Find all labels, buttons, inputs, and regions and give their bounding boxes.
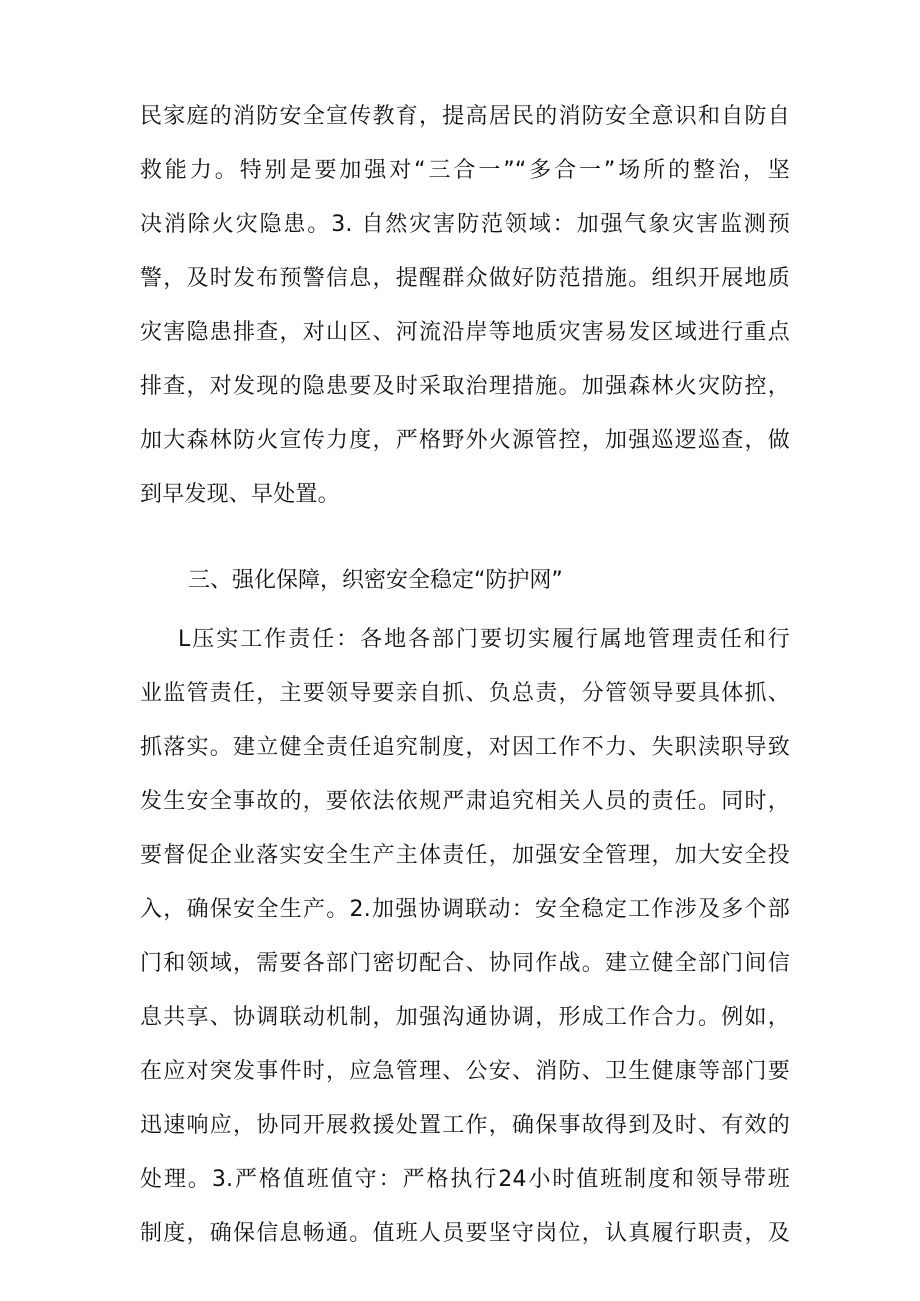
paragraph-line: 救能力。特别是要加强对“三合一”“多合一”场所的整治，坚 xyxy=(140,158,790,183)
paragraph-line: 入，确保安全生产。2.加强协调联动：安全稳定工作涉及多个部 xyxy=(140,897,790,922)
paragraph-line: 制度，确保信息畅通。值班人员要坚守岗位，认真履行职责，及 xyxy=(140,1221,790,1246)
paragraph-line: L压实工作责任：各地各部门要切实履行属地管理责任和行 xyxy=(178,627,790,652)
paragraph-line: 灾害隐患排查，对山区、河流沿岸等地质灾害易发区域进行重点 xyxy=(140,320,790,345)
paragraph-line: 息共享、协调联动机制，加强沟通协调，形成工作合力。例如， xyxy=(140,1005,790,1030)
paragraph-line: 排查，对发现的隐患要及时采取治理措施。加强森林火灾防控， xyxy=(140,374,790,399)
paragraph-line: 迅速响应，协同开展救援处置工作，确保事故得到及时、有效的 xyxy=(140,1113,790,1138)
paragraph-line: 业监管责任，主要领导要亲自抓、负总责，分管领导要具体抓、 xyxy=(140,681,790,706)
paragraph-line: 加大森林防火宣传力度，严格野外火源管控，加强巡逻巡查，做 xyxy=(140,428,790,453)
paragraph-line: 民家庭的消防安全宣传教育，提高居民的消防安全意识和自防自 xyxy=(140,104,790,129)
paragraph-line: 决消除火灾隐患。3. 自然灾害防范领域：加强气象灾害监测预 xyxy=(140,212,790,237)
paragraph-line: 处理。3.严格值班值守：严格执行24小时值班制度和领导带班 xyxy=(140,1167,790,1192)
section-heading: 三、强化保障，织密安全稳定“防护网” xyxy=(188,568,563,593)
paragraph-line: 警，及时发布预警信息，提醒群众做好防范措施。组织开展地质 xyxy=(140,266,790,291)
paragraph-line: 到早发现、早处置。 xyxy=(140,482,340,507)
paragraph-line: 抓落实。建立健全责任追究制度，对因工作不力、失职渎职导致 xyxy=(140,735,790,760)
paragraph-line: 发生安全事故的，要依法依规严肃追究相关人员的责任。同时， xyxy=(140,789,790,814)
paragraph-line: 在应对突发事件时，应急管理、公安、消防、卫生健康等部门要 xyxy=(140,1059,790,1084)
paragraph-line: 门和领域，需要各部门密切配合、协同作战。建立健全部门间信 xyxy=(140,951,790,976)
paragraph-line: 要督促企业落实安全生产主体责任，加强安全管理，加大安全投 xyxy=(140,843,790,868)
